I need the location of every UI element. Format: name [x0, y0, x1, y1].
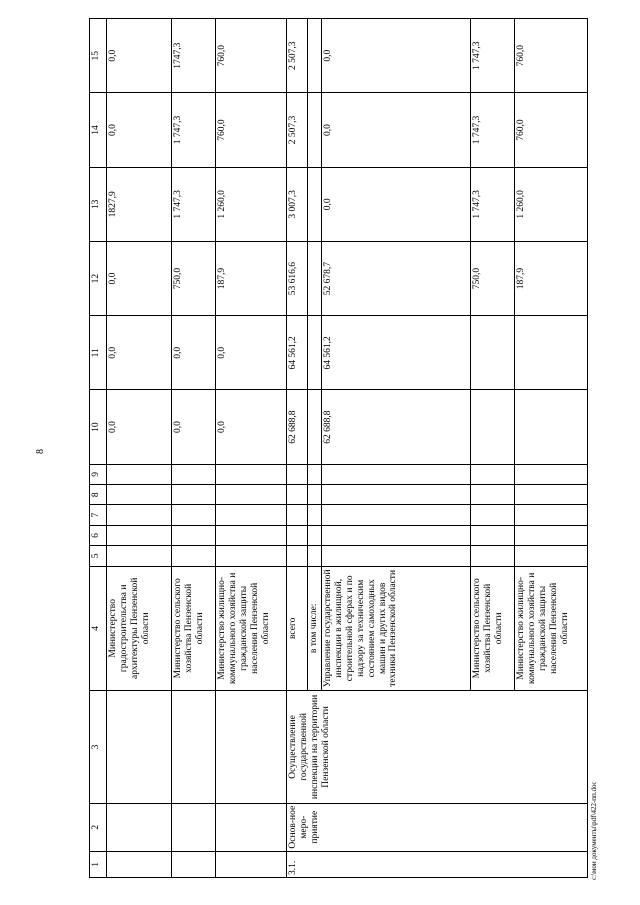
- col-header: 9: [90, 464, 107, 484]
- cell-value: 187,9: [216, 241, 287, 315]
- cell-code: [287, 505, 308, 525]
- cell-code: [470, 505, 514, 525]
- cell-name: [216, 691, 287, 804]
- cell-value: [470, 316, 514, 390]
- cell-value: 53 616,6: [287, 241, 308, 315]
- cell-code: [470, 546, 514, 566]
- cell-code: [216, 525, 287, 545]
- cell-value: [308, 316, 322, 390]
- cell-code: [107, 485, 172, 505]
- cell-name: Осуществление государственной инспекции на территории Пензенской области: [287, 691, 588, 804]
- cell-code: [287, 525, 308, 545]
- cell-code: [321, 464, 470, 484]
- cell-code: [308, 485, 322, 505]
- cell-value: [514, 316, 587, 390]
- cell-value: [470, 390, 514, 464]
- cell-value: 0,0: [172, 390, 216, 464]
- cell-value: 0,0: [321, 93, 470, 167]
- cell-value: 52 678,7: [321, 241, 470, 315]
- cell-type: [216, 803, 287, 851]
- page-number: 8: [35, 449, 46, 454]
- cell-code: [287, 464, 308, 484]
- cell-value: [308, 19, 322, 93]
- cell-value: 750,0: [470, 241, 514, 315]
- cell-code: [172, 485, 216, 505]
- cell-value: 0,0: [107, 316, 172, 390]
- col-header: 5: [90, 546, 107, 566]
- cell-code: [308, 505, 322, 525]
- col-header: 6: [90, 525, 107, 545]
- cell-value: 62 688,8: [321, 390, 470, 464]
- cell-executor: Министерство градостроительства и архитектуры Пензенской области: [107, 566, 172, 691]
- table-row: [172, 19, 216, 878]
- cell-executor: в том числе:: [308, 566, 322, 691]
- cell-code: [287, 485, 308, 505]
- budget-table: [89, 18, 588, 878]
- cell-code: [470, 464, 514, 484]
- cell-code: [321, 505, 470, 525]
- cell-code: [216, 464, 287, 484]
- col-header: 4: [90, 566, 107, 691]
- cell-executor: Министерство жилищно-коммунального хозяйства и гражданской защиты населения Пензенской области: [216, 566, 287, 691]
- cell-code: [514, 464, 587, 484]
- cell-number: [107, 851, 172, 877]
- cell-value: [308, 167, 322, 241]
- col-header: 8: [90, 485, 107, 505]
- table-row: [287, 19, 308, 878]
- cell-executor: Управление государственной инспекции в жилищной, строительной сферах и по надзору за техническим состоянием самоходных машин и других видов техники Пензенской области: [321, 566, 470, 691]
- cell-value: 0,0: [321, 167, 470, 241]
- cell-code: [514, 525, 587, 545]
- cell-code: [308, 525, 322, 545]
- col-header: 13: [90, 167, 107, 241]
- table-row: [216, 19, 287, 878]
- cell-value: 750,0: [172, 241, 216, 315]
- cell-value: 1827,9: [107, 167, 172, 241]
- cell-value: 1 747,3: [470, 93, 514, 167]
- cell-value: 1 747,3: [172, 167, 216, 241]
- cell-executor: Министерство сельского хозяйства Пензенской области: [172, 566, 216, 691]
- cell-value: 64 561,2: [287, 316, 308, 390]
- cell-value: 0,0: [216, 390, 287, 464]
- col-header: 15: [90, 19, 107, 93]
- cell-value: 760,0: [514, 93, 587, 167]
- col-header: 10: [90, 390, 107, 464]
- cell-type: [172, 803, 216, 851]
- cell-code: [308, 546, 322, 566]
- col-header: 7: [90, 505, 107, 525]
- cell-code: [107, 505, 172, 525]
- cell-value: 1 260,0: [514, 167, 587, 241]
- cell-code: [216, 505, 287, 525]
- cell-code: [308, 464, 322, 484]
- cell-value: 62 688,8: [287, 390, 308, 464]
- cell-value: 0,0: [172, 316, 216, 390]
- cell-value: [308, 93, 322, 167]
- cell-value: 3 007,3: [287, 167, 308, 241]
- col-header: 2: [90, 803, 107, 851]
- cell-code: [172, 505, 216, 525]
- col-header: 11: [90, 316, 107, 390]
- cell-executor: Министерство сельского хозяйства Пензенской области: [470, 566, 514, 691]
- cell-code: [216, 485, 287, 505]
- cell-value: [514, 390, 587, 464]
- cell-type: Основ-ное меро-приятие: [287, 803, 588, 851]
- cell-code: [321, 546, 470, 566]
- cell-value: 187,9: [514, 241, 587, 315]
- cell-executor: Министерство жилищно-коммунального хозяйства и гражданской защиты населения Пензенской области: [514, 566, 587, 691]
- col-header: 3: [90, 691, 107, 804]
- cell-value: 0,0: [107, 19, 172, 93]
- cell-code: [514, 505, 587, 525]
- file-path-footer: c:\мои документы\pdf\422-пп.doc: [590, 781, 598, 880]
- cell-value: [308, 390, 322, 464]
- col-header: 12: [90, 241, 107, 315]
- cell-value: 0,0: [107, 241, 172, 315]
- cell-number: [216, 851, 287, 877]
- cell-value: 1 747,3: [470, 167, 514, 241]
- cell-value: 0,0: [216, 316, 287, 390]
- cell-code: [470, 525, 514, 545]
- cell-name: [172, 691, 216, 804]
- cell-value: 1 747,3: [172, 93, 216, 167]
- cell-value: 760,0: [216, 19, 287, 93]
- cell-value: 0,0: [321, 19, 470, 93]
- cell-code: [172, 525, 216, 545]
- cell-value: 0,0: [107, 93, 172, 167]
- cell-code: [321, 525, 470, 545]
- cell-code: [172, 546, 216, 566]
- cell-number: 3.1.: [287, 851, 588, 877]
- cell-code: [172, 464, 216, 484]
- cell-code: [107, 525, 172, 545]
- cell-name: [107, 691, 172, 804]
- cell-value: 64 561,2: [321, 316, 470, 390]
- cell-code: [216, 546, 287, 566]
- cell-type: [107, 803, 172, 851]
- cell-code: [107, 546, 172, 566]
- cell-code: [287, 546, 308, 566]
- cell-value: 1747,3: [172, 19, 216, 93]
- cell-value: 1 260,0: [216, 167, 287, 241]
- budget-table-container: [89, 18, 577, 878]
- cell-value: 2 507,3: [287, 19, 308, 93]
- cell-code: [321, 485, 470, 505]
- cell-code: [514, 546, 587, 566]
- col-header: 14: [90, 93, 107, 167]
- cell-value: 0,0: [107, 390, 172, 464]
- cell-value: [308, 241, 322, 315]
- col-header: 1: [90, 851, 107, 877]
- header-row: [90, 19, 107, 878]
- cell-value: 760,0: [216, 93, 287, 167]
- cell-code: [470, 485, 514, 505]
- cell-code: [107, 464, 172, 484]
- cell-value: 760,0: [514, 19, 587, 93]
- table-row: [107, 19, 172, 878]
- cell-value: 1 747,3: [470, 19, 514, 93]
- cell-executor: всего: [287, 566, 308, 691]
- cell-code: [514, 485, 587, 505]
- cell-value: 2 507,3: [287, 93, 308, 167]
- cell-number: [172, 851, 216, 877]
